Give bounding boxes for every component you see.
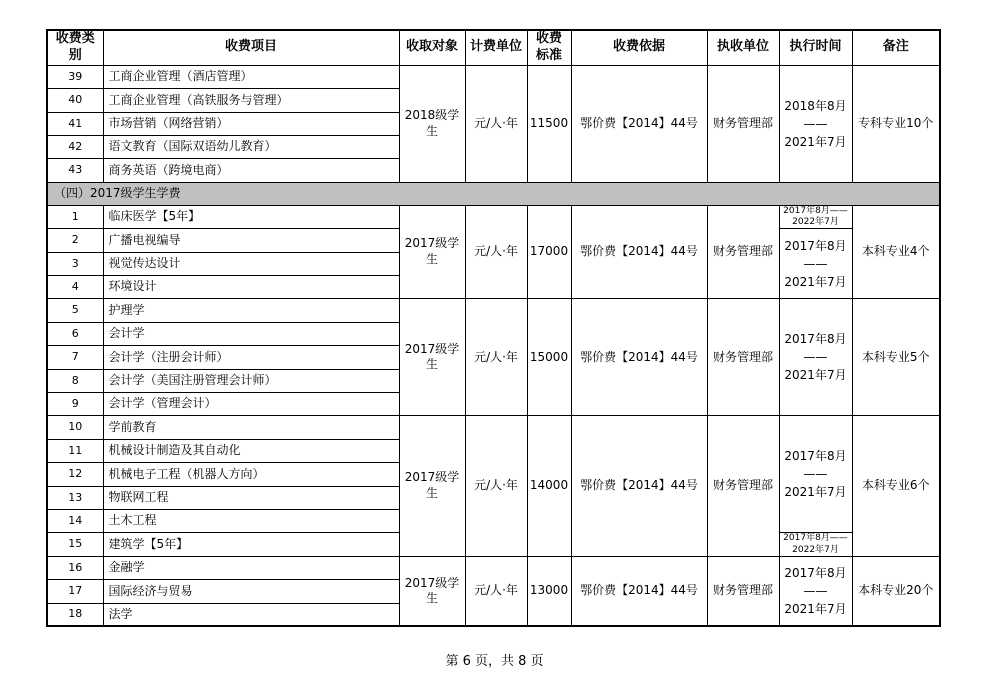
- standard-cell: 11500: [527, 65, 571, 182]
- fee-no-cell: 10: [47, 416, 103, 439]
- fee-no-cell: 4: [47, 276, 103, 299]
- collector-cell: 财务管理部: [707, 556, 779, 626]
- period-line: 2017年8月——: [783, 205, 848, 216]
- fee-item-cell: 建筑学【5年】: [103, 533, 399, 557]
- fee-table: [46, 29, 941, 627]
- table-row: [47, 65, 940, 88]
- fee-item-cell: 机械电子工程（机器人方向）: [103, 463, 399, 486]
- fee-no-cell: 15: [47, 533, 103, 557]
- fee-no-cell: 14: [47, 509, 103, 532]
- fee-item-cell: 学前教育: [103, 416, 399, 439]
- period-line: ——: [803, 467, 828, 482]
- column-header-item: 收费项目: [103, 30, 399, 65]
- fee-no-cell: 16: [47, 556, 103, 579]
- column-header-standard: 收费标准: [527, 30, 571, 65]
- period-line: 2022年7月: [792, 216, 839, 227]
- fee-item-cell: 市场营销（网络营销）: [103, 112, 399, 135]
- collector-cell: 财务管理部: [707, 416, 779, 556]
- target-cell: 2017级学生: [399, 556, 465, 626]
- period-line: 2017年8月: [784, 566, 847, 581]
- fee-no-cell: 1: [47, 205, 103, 229]
- target-cell: 2017级学生: [399, 205, 465, 299]
- period-line: 2021年7月: [784, 274, 847, 289]
- fee-item-cell: 土木工程: [103, 509, 399, 532]
- fee-item-cell: 法学: [103, 603, 399, 626]
- fee-no-cell: 18: [47, 603, 103, 626]
- fee-no-cell: 7: [47, 346, 103, 369]
- fee-no-cell: 11: [47, 439, 103, 462]
- column-header-basis: 收费依据: [571, 30, 707, 65]
- fee-no-cell: 17: [47, 580, 103, 603]
- basis-cell: 鄂价费【2014】44号: [571, 556, 707, 626]
- fee-item-cell: 视觉传达设计: [103, 252, 399, 275]
- collector-cell: 财务管理部: [707, 299, 779, 416]
- note-cell: 本科专业6个: [852, 416, 940, 556]
- fee-no-cell: 9: [47, 392, 103, 415]
- table-row: [47, 299, 940, 322]
- fee-no-cell: 39: [47, 65, 103, 88]
- note-cell: 本科专业5个: [852, 299, 940, 416]
- fee-item-cell: 工商企业管理（酒店管理）: [103, 65, 399, 88]
- fee-no-cell: 41: [47, 112, 103, 135]
- fee-no-cell: 8: [47, 369, 103, 392]
- fee-item-cell: 护理学: [103, 299, 399, 322]
- fee-item-cell: 机械设计制造及其自动化: [103, 439, 399, 462]
- column-header-target: 收取对象: [399, 30, 465, 65]
- period-cell: [779, 416, 852, 533]
- fee-item-cell: 工商企业管理（高铁服务与管理）: [103, 89, 399, 112]
- period-line: ——: [803, 116, 828, 131]
- fee-no-cell: 42: [47, 135, 103, 158]
- fee-item-cell: 会计学（注册会计师）: [103, 346, 399, 369]
- fee-item-cell: 物联网工程: [103, 486, 399, 509]
- period-line: ——: [803, 584, 828, 599]
- column-header-note: 备注: [852, 30, 940, 65]
- fee-item-cell: 广播电视编导: [103, 229, 399, 252]
- period-line: 2017年8月: [784, 238, 847, 253]
- period-line: 2017年8月: [784, 449, 847, 464]
- period-line: 2017年8月: [784, 332, 847, 347]
- period-line: 2017年8月——: [783, 533, 848, 544]
- period-line: 2021年7月: [784, 134, 847, 149]
- unit-cell: 元/人·年: [465, 416, 527, 556]
- fee-item-cell: 会计学: [103, 322, 399, 345]
- section-header-row: [47, 182, 940, 205]
- period-cell-small: [779, 205, 852, 229]
- fee-item-cell: 商务英语（跨境电商）: [103, 159, 399, 182]
- table-row: [47, 416, 940, 439]
- fee-item-cell: 会计学（管理会计）: [103, 392, 399, 415]
- standard-cell: 14000: [527, 416, 571, 556]
- basis-cell: 鄂价费【2014】44号: [571, 416, 707, 556]
- section-header: （四）2017级学生学费: [47, 182, 940, 205]
- fee-item-cell: 金融学: [103, 556, 399, 579]
- period-line: 2021年7月: [784, 602, 847, 617]
- basis-cell: 鄂价费【2014】44号: [571, 65, 707, 182]
- unit-cell: 元/人·年: [465, 299, 527, 416]
- period-line: 2021年7月: [784, 485, 847, 500]
- unit-cell: 元/人·年: [465, 65, 527, 182]
- table-row: [47, 205, 940, 229]
- fee-no-cell: 5: [47, 299, 103, 322]
- fee-no-cell: 3: [47, 252, 103, 275]
- note-cell: 本科专业20个: [852, 556, 940, 626]
- target-cell: 2018级学生: [399, 65, 465, 182]
- period-line: 2021年7月: [784, 368, 847, 383]
- period-line: ——: [803, 256, 828, 271]
- period-cell: [779, 229, 852, 299]
- column-header-category: 收费类别: [47, 30, 103, 65]
- period-cell: [779, 556, 852, 626]
- header-row: [47, 30, 940, 65]
- period-cell-small: [779, 533, 852, 557]
- note-cell: 本科专业4个: [852, 205, 940, 299]
- fee-no-cell: 6: [47, 322, 103, 345]
- fee-no-cell: 13: [47, 486, 103, 509]
- period-line: 2022年7月: [792, 544, 839, 555]
- collector-cell: 财务管理部: [707, 205, 779, 299]
- collector-cell: 财务管理部: [707, 65, 779, 182]
- target-cell: 2017级学生: [399, 299, 465, 416]
- fee-item-cell: 会计学（美国注册管理会计师）: [103, 369, 399, 392]
- unit-cell: 元/人·年: [465, 556, 527, 626]
- column-header-unit: 计费单位: [465, 30, 527, 65]
- period-cell: [779, 65, 852, 182]
- page-number: 第 6 页，共 8 页: [445, 654, 544, 669]
- basis-cell: 鄂价费【2014】44号: [571, 299, 707, 416]
- target-cell: 2017级学生: [399, 416, 465, 556]
- column-header-period: 执行时间: [779, 30, 852, 65]
- fee-item-cell: 环境设计: [103, 276, 399, 299]
- basis-cell: 鄂价费【2014】44号: [571, 205, 707, 299]
- standard-cell: 13000: [527, 556, 571, 626]
- note-cell: 专科专业10个: [852, 65, 940, 182]
- fee-no-cell: 40: [47, 89, 103, 112]
- period-cell: [779, 299, 852, 416]
- unit-cell: 元/人·年: [465, 205, 527, 299]
- column-header-collector: 执收单位: [707, 30, 779, 65]
- period-line: 2018年8月: [784, 98, 847, 113]
- fee-item-cell: 国际经济与贸易: [103, 580, 399, 603]
- fee-item-cell: 语文教育（国际双语幼儿教育）: [103, 135, 399, 158]
- table-row: [47, 556, 940, 579]
- fee-no-cell: 43: [47, 159, 103, 182]
- fee-item-cell: 临床医学【5年】: [103, 205, 399, 229]
- standard-cell: 17000: [527, 205, 571, 299]
- period-line: ——: [803, 350, 828, 365]
- fee-no-cell: 2: [47, 229, 103, 252]
- fee-no-cell: 12: [47, 463, 103, 486]
- standard-cell: 15000: [527, 299, 571, 416]
